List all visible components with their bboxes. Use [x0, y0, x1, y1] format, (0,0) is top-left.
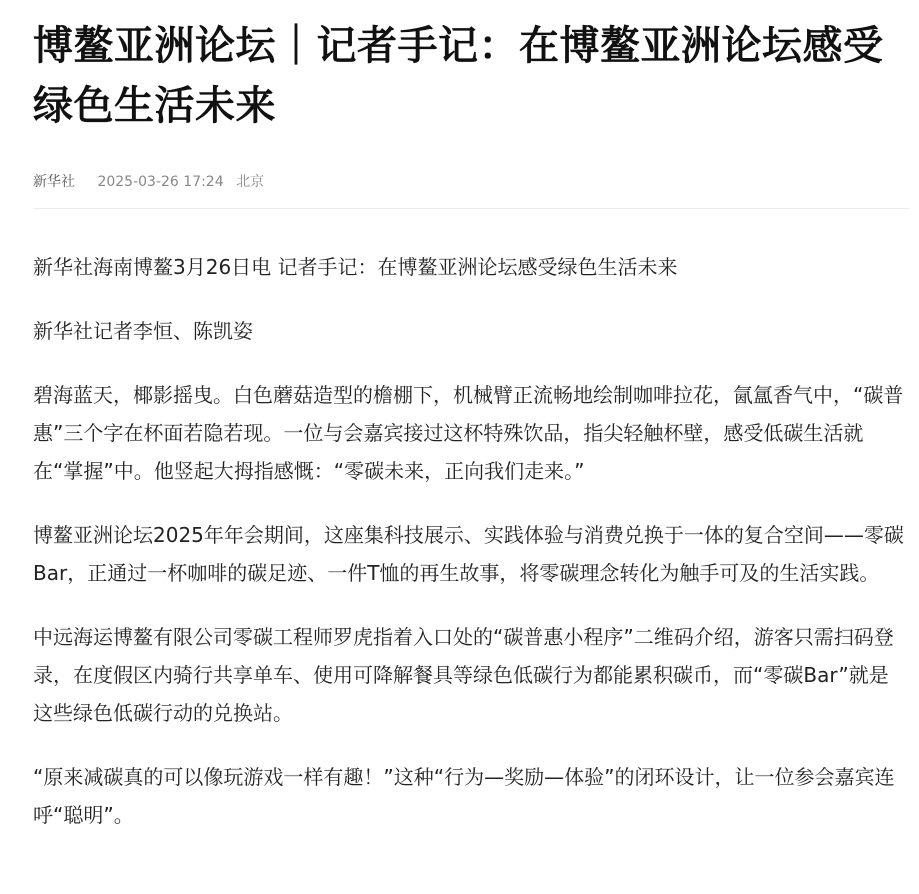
paragraph-dateline: 新华社海南博鳌3月26日电 记者手记：在博鳌亚洲论坛感受绿色生活未来: [33, 255, 678, 279]
article-title: 博鳌亚洲论坛｜记者手记：在博鳌亚洲论坛感受绿色生活未来: [33, 23, 884, 129]
article-location: 北京: [236, 174, 265, 190]
meta-divider: [33, 208, 909, 209]
paragraph: 碧海蓝天，椰影摇曳。白色蘑菇造型的檐棚下，机械臂正流畅地绘制咖啡拉花，氤氲香气中，“碳普惠”三个字在杯面若隐若现。一位与会嘉宾接过这杯特殊饮品，指尖轻触杯壁，感受低碳生活就在“掌握”中。他竖起大拇指感慨：“零碳未来，正向我们走来。”: [33, 383, 904, 483]
paragraph: 博鳌亚洲论坛2025年年会期间，这座集科技展示、实践体验与消费兑换于一体的复合空间——零碳Bar，正通过一杯咖啡的碳足迹、一件T恤的再生故事，将零碳理念转化为触手可及的生活实践。: [33, 523, 904, 585]
article-datetime: 2025-03-26 17:24: [97, 174, 224, 190]
paragraph: 中远海运博鳌有限公司零碳工程师罗虎指着入口处的“碳普惠小程序”二维码介绍，游客只需扫码登录，在度假区内骑行共享单车、使用可降解餐具等绿色低碳行为都能累积碳币，而“零碳Bar”就是这些绿色低碳行动的兑换站。: [33, 625, 894, 725]
article-body: [33, 248, 905, 860]
article-source[interactable]: 新华社: [33, 174, 75, 190]
article-meta: [33, 172, 264, 192]
paragraph-byline: 新华社记者李恒、陈凯姿: [33, 319, 253, 343]
paragraph: “原来减碳真的可以像玩游戏一样有趣！”这种“行为—奖励—体验”的闭环设计，让一位参会嘉宾连呼“聪明”。: [33, 765, 895, 827]
